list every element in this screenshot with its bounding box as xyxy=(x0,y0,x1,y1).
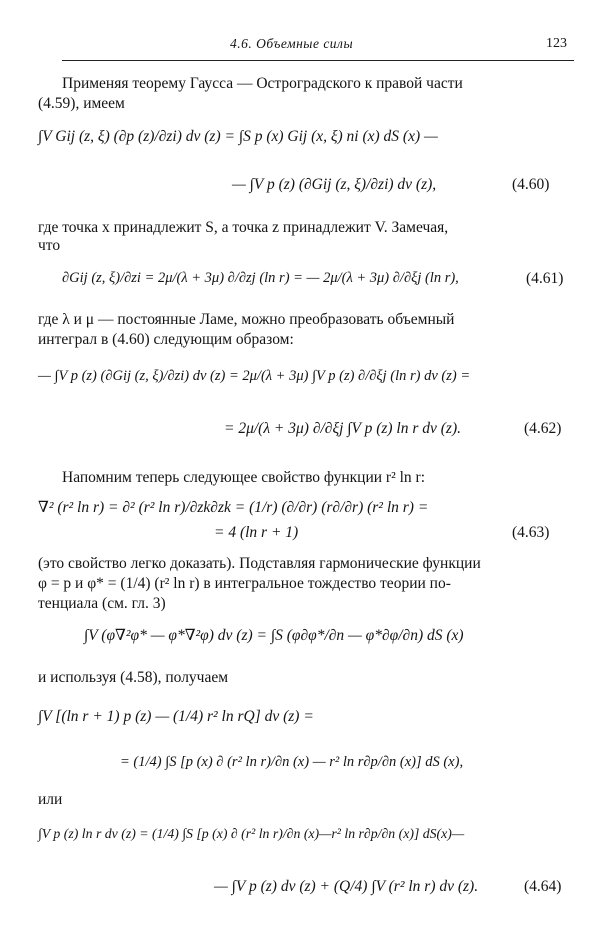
paragraph-line: где точка x принадлежит S, а точка z принадлежит V. Замечая, xyxy=(38,219,449,236)
header-rule xyxy=(62,60,574,61)
paragraph-line: что xyxy=(38,237,61,254)
paragraph-line: Применяя теорему Гаусса — Остроградского к правой части xyxy=(62,75,463,92)
equation-4-64-line-2: — ∫V p (z) dv (z) + (Q/4) ∫V (r² ln r) dv (z). xyxy=(214,878,479,895)
equation-lnr-line-1: ∫V [(ln r + 1) p (z) — (1/4) r² ln rQ] dv (z) = xyxy=(38,708,314,725)
equation-4-62-line-2: = 2μ/(λ + 3μ) ∂/∂ξj ∫V p (z) ln r dv (z). xyxy=(224,420,462,437)
page-number: 123 xyxy=(546,36,567,51)
equation-number: (4.62) xyxy=(524,420,562,437)
paragraph-line: где λ и μ — постоянные Ламе, можно преобразовать объемный xyxy=(38,311,455,328)
paragraph-line: Напомним теперь следующее свойство функции r² ln r: xyxy=(62,469,426,486)
equation-number: (4.61) xyxy=(526,270,564,287)
paragraph-line: φ = p и φ* = (1/4) (r² ln r) в интегральное тождество теории по- xyxy=(38,575,451,592)
equation-4-60-line-2: — ∫V p (z) (∂Gij (z, ξ)/∂zi) dv (z), xyxy=(232,176,437,193)
paragraph-line: (это свойство легко доказать). Подставляя гармонические функции xyxy=(38,555,481,572)
paragraph-line: (4.59), имеем xyxy=(38,95,125,112)
section-title: 4.6. Объемные силы xyxy=(230,36,354,51)
equation-4-64-line-1: ∫V p (z) ln r dv (z) = (1/4) ∫S [p (x) ∂ (r² ln r)/∂n (x)—r² ln r∂p/∂n (x)] dS(x)— xyxy=(38,826,465,841)
equation-number: (4.63) xyxy=(512,524,550,541)
equation-number: (4.60) xyxy=(512,176,550,193)
equation-4-62-line-1: — ∫V p (z) (∂Gij (z, ξ)/∂zi) dv (z) = 2μ/(λ + 3μ) ∫V p (z) ∂/∂ξj (ln r) dv (z) = xyxy=(38,368,471,384)
equation-4-63-line-2: = 4 (ln r + 1) xyxy=(214,524,299,541)
paragraph-line: или xyxy=(38,791,63,808)
paragraph-line: и используя (4.58), получаем xyxy=(38,669,229,686)
equation-4-61: ∂Gij (z, ξ)/∂zi = 2μ/(λ + 3μ) ∂/∂zj (ln r) = — 2μ/(λ + 3μ) ∂/∂ξj (ln r), xyxy=(62,270,459,286)
equation-4-63-line-1: ∇² (r² ln r) = ∂² (r² ln r)/∂zk∂zk = (1/r) (∂/∂r) (r∂/∂r) (r² ln r) = xyxy=(38,499,429,516)
paragraph-line: тенциала (см. гл. 3) xyxy=(38,595,166,612)
equation-green-identity: ∫V (φ∇²φ* — φ*∇²φ) dv (z) = ∫S (φ∂φ*/∂n — φ*∂φ/∂n) dS (x) xyxy=(84,627,464,644)
equation-4-60-line-1: ∫V Gij (z, ξ) (∂p (z)/∂zi) dv (z) = ∫S p (x) Gij (x, ξ) ni (x) dS (x) — xyxy=(38,128,438,145)
equation-number: (4.64) xyxy=(524,878,562,895)
equation-lnr-line-2: = (1/4) ∫S [p (x) ∂ (r² ln r)/∂n (x) — r² ln r∂p/∂n (x)] dS (x), xyxy=(120,754,464,770)
paragraph-line: интеграл в (4.60) следующим образом: xyxy=(38,331,294,348)
